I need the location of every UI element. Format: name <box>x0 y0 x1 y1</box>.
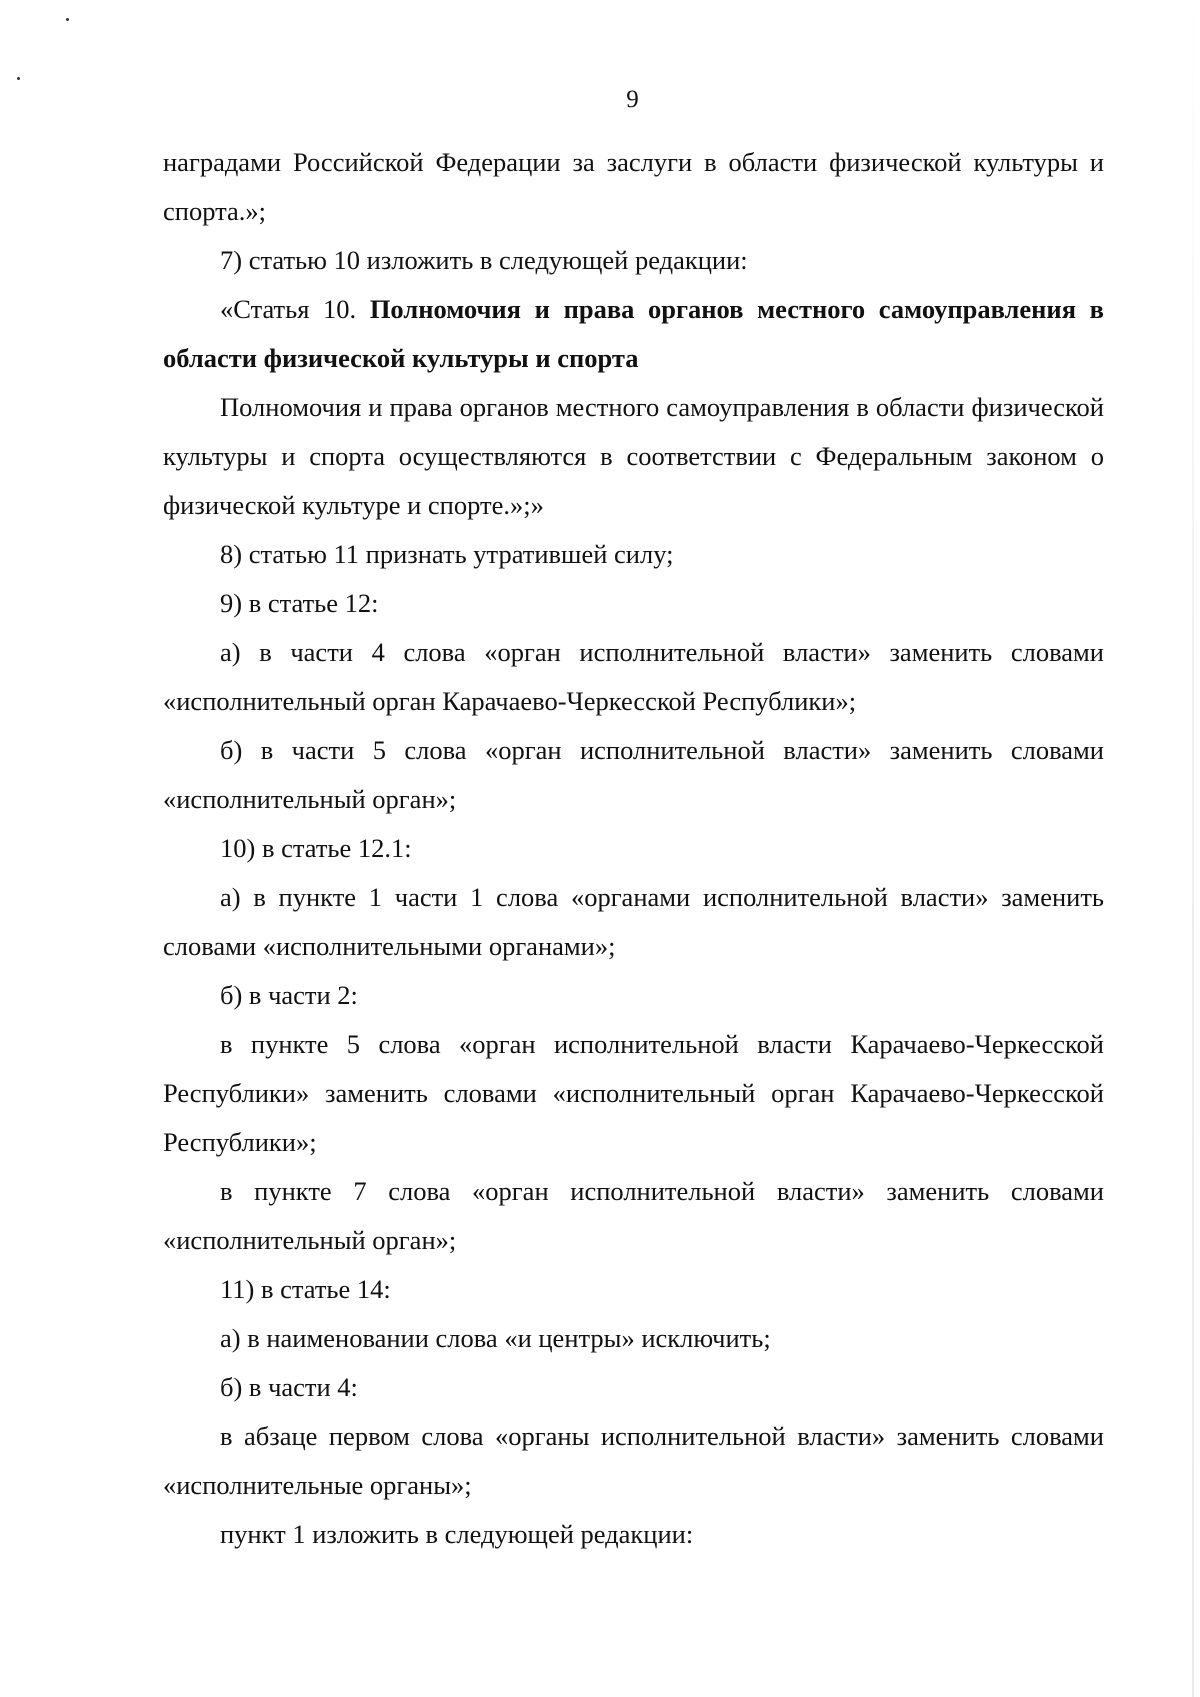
text-run: в пункте 7 слова «орган исполнительной власти» заменить словами «исполнительный орган»; <box>163 1176 1104 1255</box>
text-run: 9) в статье 12: <box>220 588 379 618</box>
paragraph-p11 <box>163 971 1104 1020</box>
paragraph-p6 <box>163 579 1104 628</box>
text-run: наградами Российской Федерации за заслуги в области физической культуры и спорта.»; <box>163 147 1104 226</box>
paragraph-p14 <box>163 1265 1104 1314</box>
text-run: б) в части 2: <box>220 980 358 1010</box>
text-run: а) в наименовании слова «и центры» исключить; <box>220 1323 771 1353</box>
paragraph-p7 <box>163 628 1104 726</box>
text-run: б) в части 5 слова «орган исполнительной власти» заменить словами «исполнительный орган»; <box>163 735 1104 814</box>
paragraph-p9 <box>163 824 1104 873</box>
text-run: пункт 1 изложить в следующей редакции: <box>220 1519 694 1549</box>
paragraph-p5 <box>163 530 1104 579</box>
text-run: 11) в статье 14: <box>220 1274 391 1304</box>
paragraph-p17 <box>163 1412 1104 1510</box>
paragraph-p2 <box>163 236 1104 285</box>
text-run: в абзаце первом слова «органы исполнительной власти» заменить словами «исполнительные органы»; <box>163 1421 1104 1500</box>
text-run: 8) статью 11 признать утратившей силу; <box>220 539 674 569</box>
text-run: в пункте 5 слова «орган исполнительной власти Карачаево-Черкесской Республики» заменить словами «исполнительный орган Карачаево-Черкесской Республики»; <box>163 1029 1104 1157</box>
paragraph-p10 <box>163 873 1104 971</box>
bold-text-run: Полномочия и права органов местного самоуправления в области физической культуры и спорта <box>163 294 1104 373</box>
paragraph-p18 <box>163 1510 1104 1559</box>
text-run: Полномочия и права органов местного самоуправления в области физической культуры и спорта осуществляются в соответствии с Федеральным законом о физической культуре и спорте.»;» <box>163 392 1104 520</box>
text-run: а) в части 4 слова «орган исполнительной власти» заменить словами «исполнительный орган Карачаево-Черкесской Республики»; <box>163 637 1104 716</box>
paragraph-p13 <box>163 1167 1104 1265</box>
text-run: 10) в статье 12.1: <box>220 833 412 863</box>
paragraph-p1 <box>163 138 1104 236</box>
text-run: б) в части 4: <box>220 1372 358 1402</box>
document-body <box>163 138 1104 1559</box>
paragraph-p16 <box>163 1363 1104 1412</box>
paragraph-p3 <box>163 285 1104 383</box>
paragraph-p12 <box>163 1020 1104 1167</box>
page-number: 9 <box>626 86 639 113</box>
scan-speck <box>17 77 20 80</box>
paragraph-p4 <box>163 383 1104 530</box>
text-run: а) в пункте 1 части 1 слова «органами исполнительной власти» заменить словами «исполнительными органами»; <box>163 882 1104 961</box>
paragraph-p8 <box>163 726 1104 824</box>
scan-speck <box>66 18 69 21</box>
text-run: 7) статью 10 изложить в следующей редакции: <box>220 245 748 275</box>
scan-edge-shadow <box>1192 0 1194 1697</box>
paragraph-p15 <box>163 1314 1104 1363</box>
text-run: «Статья 10. <box>220 294 370 324</box>
